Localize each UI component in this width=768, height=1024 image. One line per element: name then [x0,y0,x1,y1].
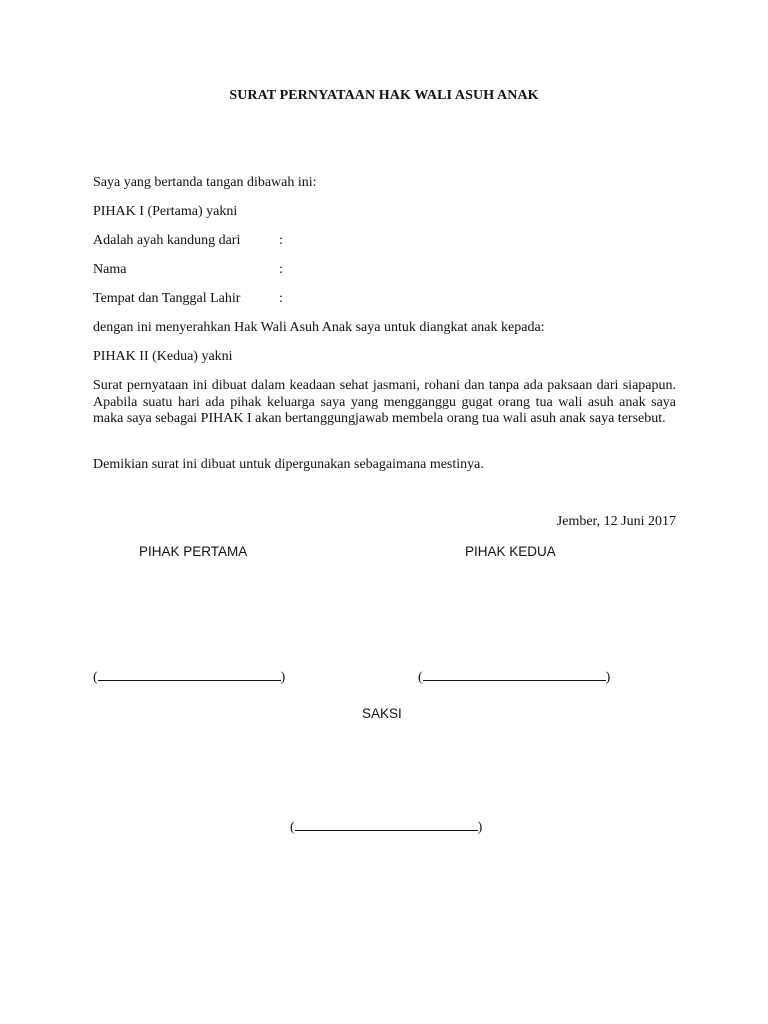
party-two-heading: PIHAK II (Kedua) yakni [93,349,233,364]
first-party-signature-line [93,667,285,686]
field-separator-birth: : [279,291,283,306]
close-paren: ) [605,670,611,685]
field-label-birth: Tempat dan Tanggal Lahir [93,291,241,306]
party-one-heading: PIHAK I (Pertama) yakni [93,204,238,219]
close-paren: ) [280,670,286,685]
field-label-name: Nama [93,262,127,277]
close-paren: ) [477,820,483,835]
field-separator-father-of: : [279,233,283,248]
signature-blank [295,817,478,831]
first-party-label: PIHAK PERTAMA [139,544,248,559]
signature-blank [98,667,281,681]
second-party-signature-line [418,667,610,686]
signature-blank [423,667,606,681]
intro-line: Saya yang bertanda tangan dibawah ini: [93,175,317,190]
document-title: SURAT PERNYATAAN HAK WALI ASUH ANAK [229,88,539,103]
open-paren: ( [290,820,295,835]
field-separator-name: : [279,262,283,277]
witness-signature-line [290,817,482,836]
field-label-father-of: Adalah ayah kandung dari [93,233,241,248]
witness-label: SAKSI [362,706,402,721]
place-date: Jember, 12 Juni 2017 [556,514,676,529]
handover-text: dengan ini menyerahkan Hak Wali Asuh Anak saya untuk diangkat anak kepada: [93,320,545,335]
closing-sentence: Demikian surat ini dibuat untuk dipergunakan sebagaimana mestinya. [93,457,484,472]
statement-paragraph: Surat pernyataan ini dibuat dalam keadaan sehat jasmani, rohani dan tanpa ada paksaan dari siapapun. Apabila suatu hari ada pihak keluarga saya yang mengganggu gugat orang tua wali asuh anak saya maka saya sebagai PIHAK I akan bertanggungjawab membela orang tua wali asuh anak saya tersebut. [93,378,676,426]
open-paren: ( [93,670,98,685]
open-paren: ( [418,670,423,685]
second-party-label: PIHAK KEDUA [465,544,556,559]
